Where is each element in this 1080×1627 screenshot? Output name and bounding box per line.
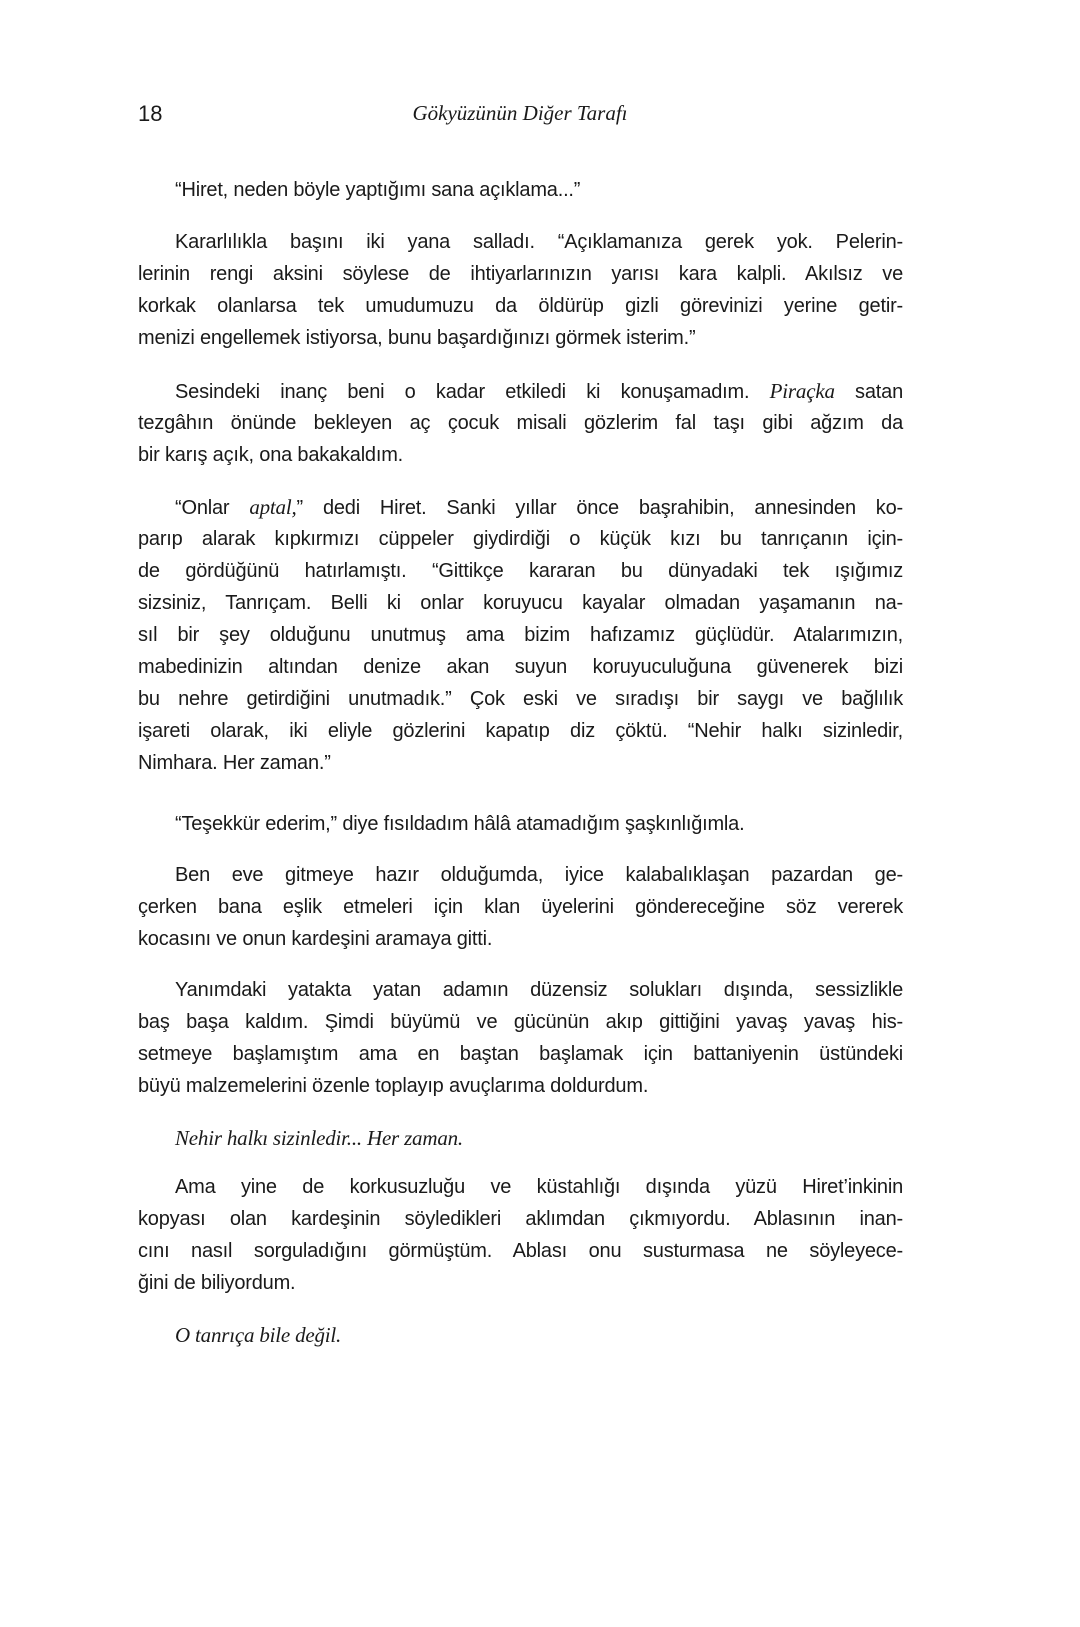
text-line: [175, 1126, 903, 1151]
text-segment: bir karış açık, ona bakakaldım.: [138, 444, 404, 466]
page-number: 18: [138, 101, 163, 126]
text-line: [175, 178, 903, 202]
text-line: [138, 294, 903, 318]
text-line: [138, 262, 903, 286]
text-line: [138, 1239, 903, 1263]
text-line: [138, 411, 903, 435]
text-line: [138, 326, 903, 350]
text-segment: büyü malzemelerini özenle toplayıp avuçlarıma doldurdum.: [138, 1075, 649, 1097]
text-line: [175, 812, 903, 836]
text-segment: kopyası olan kardeşinin söyledikleri aklımdan çıkmıyordu. Ablasının inan-: [138, 1208, 903, 1230]
text-line: [138, 559, 903, 583]
text-line: [138, 591, 903, 615]
text-segment: Yanımdaki yatakta yatan adamın düzensiz solukları dışında, sessizlikle: [175, 979, 903, 1001]
text-segment: ğini de biliyordum.: [138, 1272, 296, 1294]
text-segment: sıl bir şey olduğunu unutmuş ama bizim hafızamız güçlüdür. Atalarımızın,: [138, 624, 903, 646]
text-segment: cını nasıl sorguladığını görmüştüm. Ablası onu susturmasa ne söyleyece-: [138, 1240, 903, 1262]
text-line: [138, 719, 903, 743]
text-segment: parıp alarak kıpkırmızı cüppeler giydirdiği o küçük kızı bu tanrıçanın için-: [138, 528, 903, 550]
text-segment: çerken bana eşlik etmeleri için klan üyelerini göndereceğine söz vererek: [138, 896, 903, 918]
italic-text: Nehir halkı sizinledir... Her zaman.: [175, 1126, 463, 1150]
text-segment: setmeye başlamıştım ama en baştan başlamak için battaniyenin üstündeki: [138, 1043, 903, 1065]
text-line: [175, 230, 903, 254]
text-line: [175, 495, 903, 520]
text-segment: korkak olanlarsa tek umudumuzu da öldürüp gizli görevinizi yerine getir-: [138, 295, 903, 317]
text-segment: tezgâhın önünde bekleyen aç çocuk misali gözlerim fal taşı gibi ağzım da: [138, 412, 903, 434]
text-segment: Nimhara. Her zaman.”: [138, 752, 331, 774]
text-line: [175, 1175, 903, 1199]
running-title: Gökyüzünün Diğer Tarafı: [412, 101, 628, 125]
text-line: [138, 1042, 903, 1066]
text-line: [138, 1010, 903, 1034]
text-line: [138, 623, 903, 647]
text-segment: mabedinizin altından denize akan suyun koruyuculuğuna güvenerek bizi: [138, 656, 903, 678]
italic-text: O tanrıça bile değil.: [175, 1323, 342, 1347]
text-segment: bu nehre getirdiğini unutmadık.” Çok eski ve sıradışı bir saygı ve bağlılık: [138, 688, 903, 710]
text-segment: Ben eve gitmeye hazır olduğumda, iyice kalabalıklaşan pazardan ge-: [175, 864, 903, 886]
text-line: [138, 443, 903, 467]
text-line: [138, 1074, 903, 1098]
text-line: [138, 1271, 903, 1295]
text-line: [175, 863, 903, 887]
text-segment: satan: [834, 381, 903, 403]
text-line: [175, 379, 903, 404]
text-line: [138, 927, 903, 951]
text-line: [138, 687, 903, 711]
text-line: [138, 655, 903, 679]
text-segment: Sesindeki inanç beni o kadar etkiledi ki konuşamadım.: [175, 381, 770, 403]
text-line: [175, 1323, 903, 1348]
text-line: [138, 527, 903, 551]
text-line: [138, 895, 903, 919]
text-line: [138, 1207, 903, 1231]
text-line: [175, 978, 903, 1002]
italic-text: Piraçka: [769, 379, 835, 403]
text-line: [138, 751, 903, 775]
text-segment: işareti olarak, iki eliyle gözlerini kapatıp diz çöktü. “Nehir halkı sizinledir,: [138, 720, 903, 742]
text-segment: menizi engellemek istiyorsa, bunu başardığınızı görmek isterim.”: [138, 327, 696, 349]
text-segment: “Hiret, neden böyle yaptığımı sana açıklama...”: [175, 179, 581, 201]
text-segment: Kararlılıkla başını iki yana salladı. “Açıklamanıza gerek yok. Pelerin-: [175, 231, 903, 253]
text-segment: lerinin rengi aksini söylese de ihtiyarlarınızın yarısı kara kalpli. Akılsız ve: [138, 263, 903, 285]
text-segment: baş başa kaldım. Şimdi büyümü ve gücünün akıp gittiğini yavaş yavaş his-: [138, 1011, 903, 1033]
italic-text: aptal,: [249, 495, 297, 519]
text-segment: “Onlar: [175, 497, 250, 519]
text-segment: de gördüğünü hatırlamıştı. “Gittikçe kararan bu dünyadaki tek ışığımız: [138, 560, 903, 582]
text-segment: Ama yine de korkusuzluğu ve küstahlığı dışında yüzü Hiret’inkinin: [175, 1176, 903, 1198]
text-segment: kocasını ve onun kardeşini aramaya gitti.: [138, 928, 493, 950]
text-segment: sizsiniz, Tanrıçam. Belli ki onlar koruyucu kayalar olmadan yaşamanın na-: [138, 592, 903, 614]
text-segment: ” dedi Hiret. Sanki yıllar önce başrahibin, annesinden ko-: [296, 497, 903, 519]
text-segment: “Teşekkür ederim,” diye fısıldadım hâlâ atamadığım şaşkınlığımla.: [175, 813, 745, 835]
